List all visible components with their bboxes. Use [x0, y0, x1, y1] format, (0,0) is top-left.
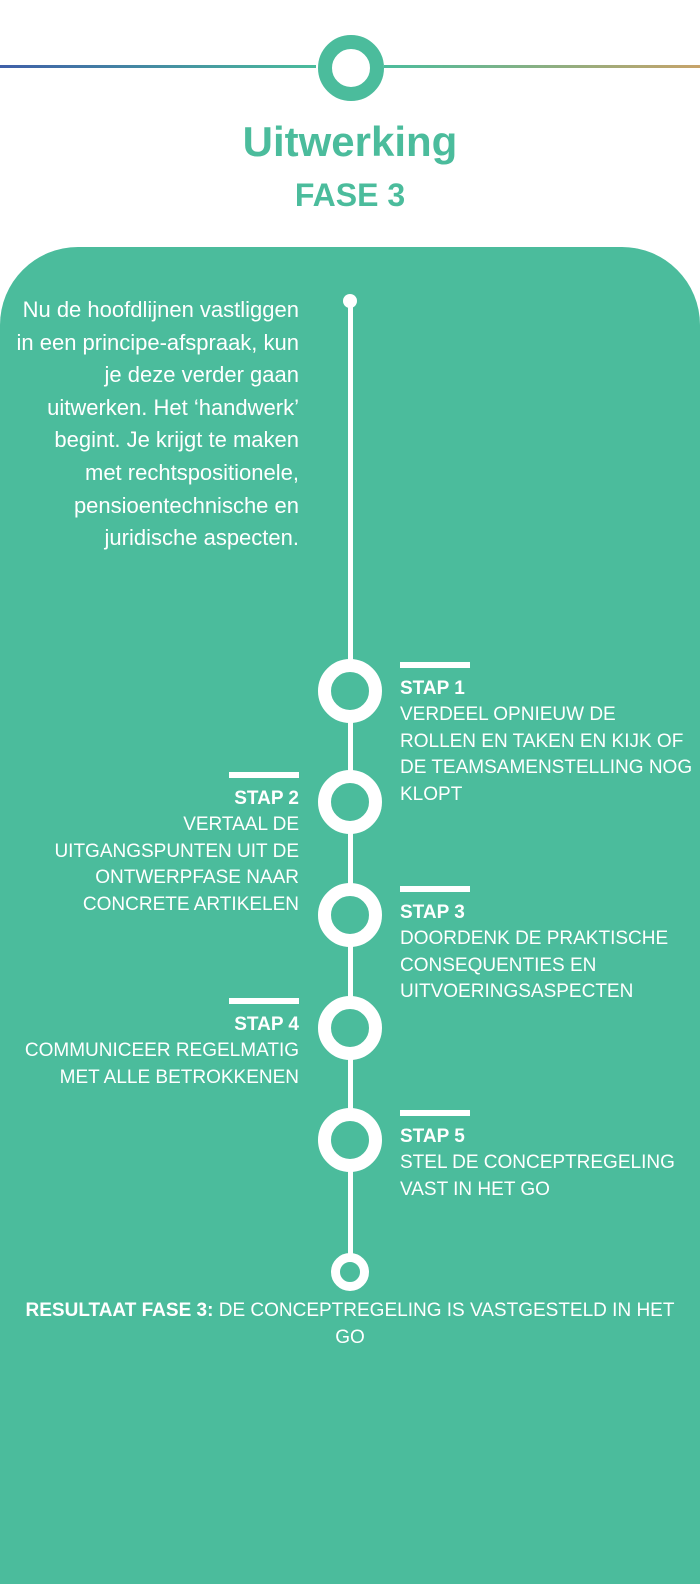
step-4-label: STAP 4	[234, 1014, 299, 1035]
step-1	[400, 662, 695, 808]
step-2-label: STAP 2	[234, 788, 299, 809]
header-ring-icon	[318, 35, 384, 101]
timeline-node-step-2	[318, 770, 382, 834]
timeline-start-dot	[343, 294, 357, 308]
step-5-text: STEL DE CONCEPTREGELING VAST IN HET GO	[400, 1152, 675, 1200]
step-1-label: STAP 1	[400, 678, 465, 699]
timeline-node-step-5	[318, 1108, 382, 1172]
step-4-text: COMMUNICEER REGELMATIG MET ALLE BETROKKENEN	[24, 1040, 299, 1088]
step-3-bar	[400, 886, 470, 892]
header-divider-right	[384, 65, 700, 68]
step-1-text: VERDEEL OPNIEUW DE ROLLEN EN TAKEN EN KIJK OF DE TEAMSAMENSTELLING NOG KLOPT	[400, 704, 693, 805]
result-statement	[20, 1297, 680, 1351]
result-text: DE CONCEPTREGELING IS VASTGESTELD IN HET GO	[218, 1300, 675, 1348]
phase-subtitle: FASE 3	[294, 177, 406, 213]
step-4-bar	[229, 998, 299, 1004]
timeline-node-step-3	[318, 883, 382, 947]
step-2	[20, 772, 299, 918]
step-5-label: STAP 5	[400, 1126, 465, 1147]
step-3-text: DOORDENK DE PRAKTISCHE CONSEQUENTIES EN UITVOERINGSASPECTEN	[400, 928, 669, 1002]
step-4	[20, 998, 299, 1091]
step-5	[400, 1110, 695, 1203]
step-3	[400, 886, 695, 1006]
timeline-node-step-1	[318, 659, 382, 723]
intro-text: Nu de hoofdlijnen vastliggen in een principe-afspraak, kun je deze verder gaan uitwerken. Het ‘handwerk’ begint. Je krijgt te maken met rechtspositionele, pensioentechnische en juridische aspecten.	[16, 297, 299, 551]
timeline-node-step-4	[318, 996, 382, 1060]
step-2-text: VERTAAL DE UITGANGSPUNTEN UIT DE ONTWERPFASE NAAR CONCRETE ARTIKELEN	[54, 814, 299, 915]
step-5-bar	[400, 1110, 470, 1116]
step-3-label: STAP 3	[400, 902, 465, 923]
step-1-bar	[400, 662, 470, 668]
timeline-end-node	[331, 1253, 369, 1291]
step-2-bar	[229, 772, 299, 778]
result-label: RESULTAAT FASE 3:	[25, 1300, 214, 1321]
page-title: Uitwerking	[242, 118, 458, 165]
header-divider-left	[0, 65, 316, 68]
